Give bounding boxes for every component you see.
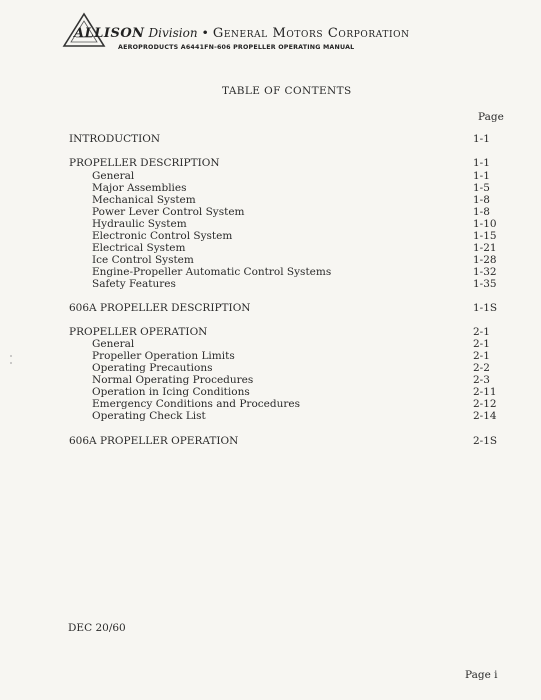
toc-entry-page: 2-3 (473, 374, 490, 386)
toc-entry-page: 1-35 (473, 278, 497, 290)
manual-title: AEROPRODUCTS A6441FN-606 PROPELLER OPERATING MANUAL (118, 44, 355, 51)
toc-entry-page: 1-1S (473, 302, 498, 314)
toc-entry-page: 1-10 (473, 218, 497, 230)
toc-entry (0, 410, 541, 422)
toc-entry (0, 242, 541, 254)
toc-entry (0, 350, 541, 362)
toc-entry (0, 326, 541, 338)
toc-entry-title: Major Assemblies (92, 182, 187, 194)
toc-entry-title: Electronic Control System (92, 230, 233, 242)
toc-entry-page: 1-21 (473, 242, 497, 254)
toc-entry-page: 1-15 (473, 230, 497, 242)
toc-entry-page: 1-5 (473, 182, 490, 194)
toc-entry (0, 230, 541, 242)
toc-entry-page: 1-1 (473, 133, 490, 145)
toc-entry (0, 266, 541, 278)
toc-entry (0, 338, 541, 350)
toc-entry-title: Mechanical System (92, 194, 196, 206)
toc-entry-page: 1-1 (473, 170, 490, 182)
toc-entry-title: Propeller Operation Limits (92, 350, 235, 362)
toc-entry (0, 133, 541, 145)
page-column-label: Page (478, 111, 504, 123)
toc-entry-page: 2-2 (473, 362, 490, 374)
toc-entry-page: 2-1S (473, 435, 498, 447)
toc-entry-title: Operating Check List (92, 410, 206, 422)
toc-entry (0, 206, 541, 218)
toc-entry-page: 2-14 (473, 410, 497, 422)
toc-entry (0, 362, 541, 374)
toc-entry-title: PROPELLER OPERATION (69, 326, 208, 338)
toc-entry-title: Ice Control System (92, 254, 194, 266)
toc-entry (0, 302, 541, 314)
toc-entry-page: 2-12 (473, 398, 497, 410)
toc-entry-page: 1-32 (473, 266, 497, 278)
toc-entry (0, 374, 541, 386)
toc-entry-title: General (92, 170, 135, 182)
toc-entry-title: Engine-Propeller Automatic Control Systems (92, 266, 332, 278)
toc-entry (0, 435, 541, 447)
toc-entry-page: 1-8 (473, 206, 490, 218)
footer-page-number: Page i (465, 669, 498, 681)
toc-entry-title: 606A PROPELLER OPERATION (69, 435, 239, 447)
toc-entry-title: Normal Operating Procedures (92, 374, 254, 386)
toc-entry-page: 2-1 (473, 350, 490, 362)
toc-heading: TABLE OF CONTENTS (222, 85, 352, 97)
toc-entry (0, 218, 541, 230)
toc-entry-title: INTRODUCTION (69, 133, 161, 145)
toc-entry (0, 398, 541, 410)
toc-entry-title: PROPELLER DESCRIPTION (69, 157, 220, 169)
toc-entry (0, 278, 541, 290)
toc-entry-title: Operation in Icing Conditions (92, 386, 250, 398)
toc-entry-title: 606A PROPELLER DESCRIPTION (69, 302, 251, 314)
toc-entry-page: 1-28 (473, 254, 497, 266)
toc-entry-title: General (92, 338, 135, 350)
toc-entry-title: Hydraulic System (92, 218, 187, 230)
toc-entry-page: 1-8 (473, 194, 490, 206)
toc-entry (0, 194, 541, 206)
scan-speck (10, 362, 12, 364)
toc-entry (0, 170, 541, 182)
brand-separator: • (201, 25, 209, 40)
toc-entry-title: Emergency Conditions and Procedures (92, 398, 300, 410)
toc-entry-title: Operating Precautions (92, 362, 213, 374)
toc-entry-page: 1-1 (473, 157, 490, 169)
toc-entry-title: Safety Features (92, 278, 176, 290)
toc-entry-title: Power Lever Control System (92, 206, 245, 218)
brand-allison: ALLISON (74, 26, 145, 41)
scan-speck (10, 355, 12, 357)
footer-date: DEC 20/60 (68, 622, 126, 634)
toc-entry-page: 2-1 (473, 326, 490, 338)
toc-entry-page: 2-1 (473, 338, 490, 350)
toc-entry (0, 182, 541, 194)
letterhead (74, 25, 514, 41)
brand-general-motors: General Motors Corporation (212, 26, 410, 41)
toc-entry (0, 386, 541, 398)
toc-entry-page: 2-11 (473, 386, 497, 398)
brand-division: Division (148, 26, 198, 40)
toc-entry (0, 157, 541, 169)
toc-entry (0, 254, 541, 266)
toc-entry-title: Electrical System (92, 242, 186, 254)
